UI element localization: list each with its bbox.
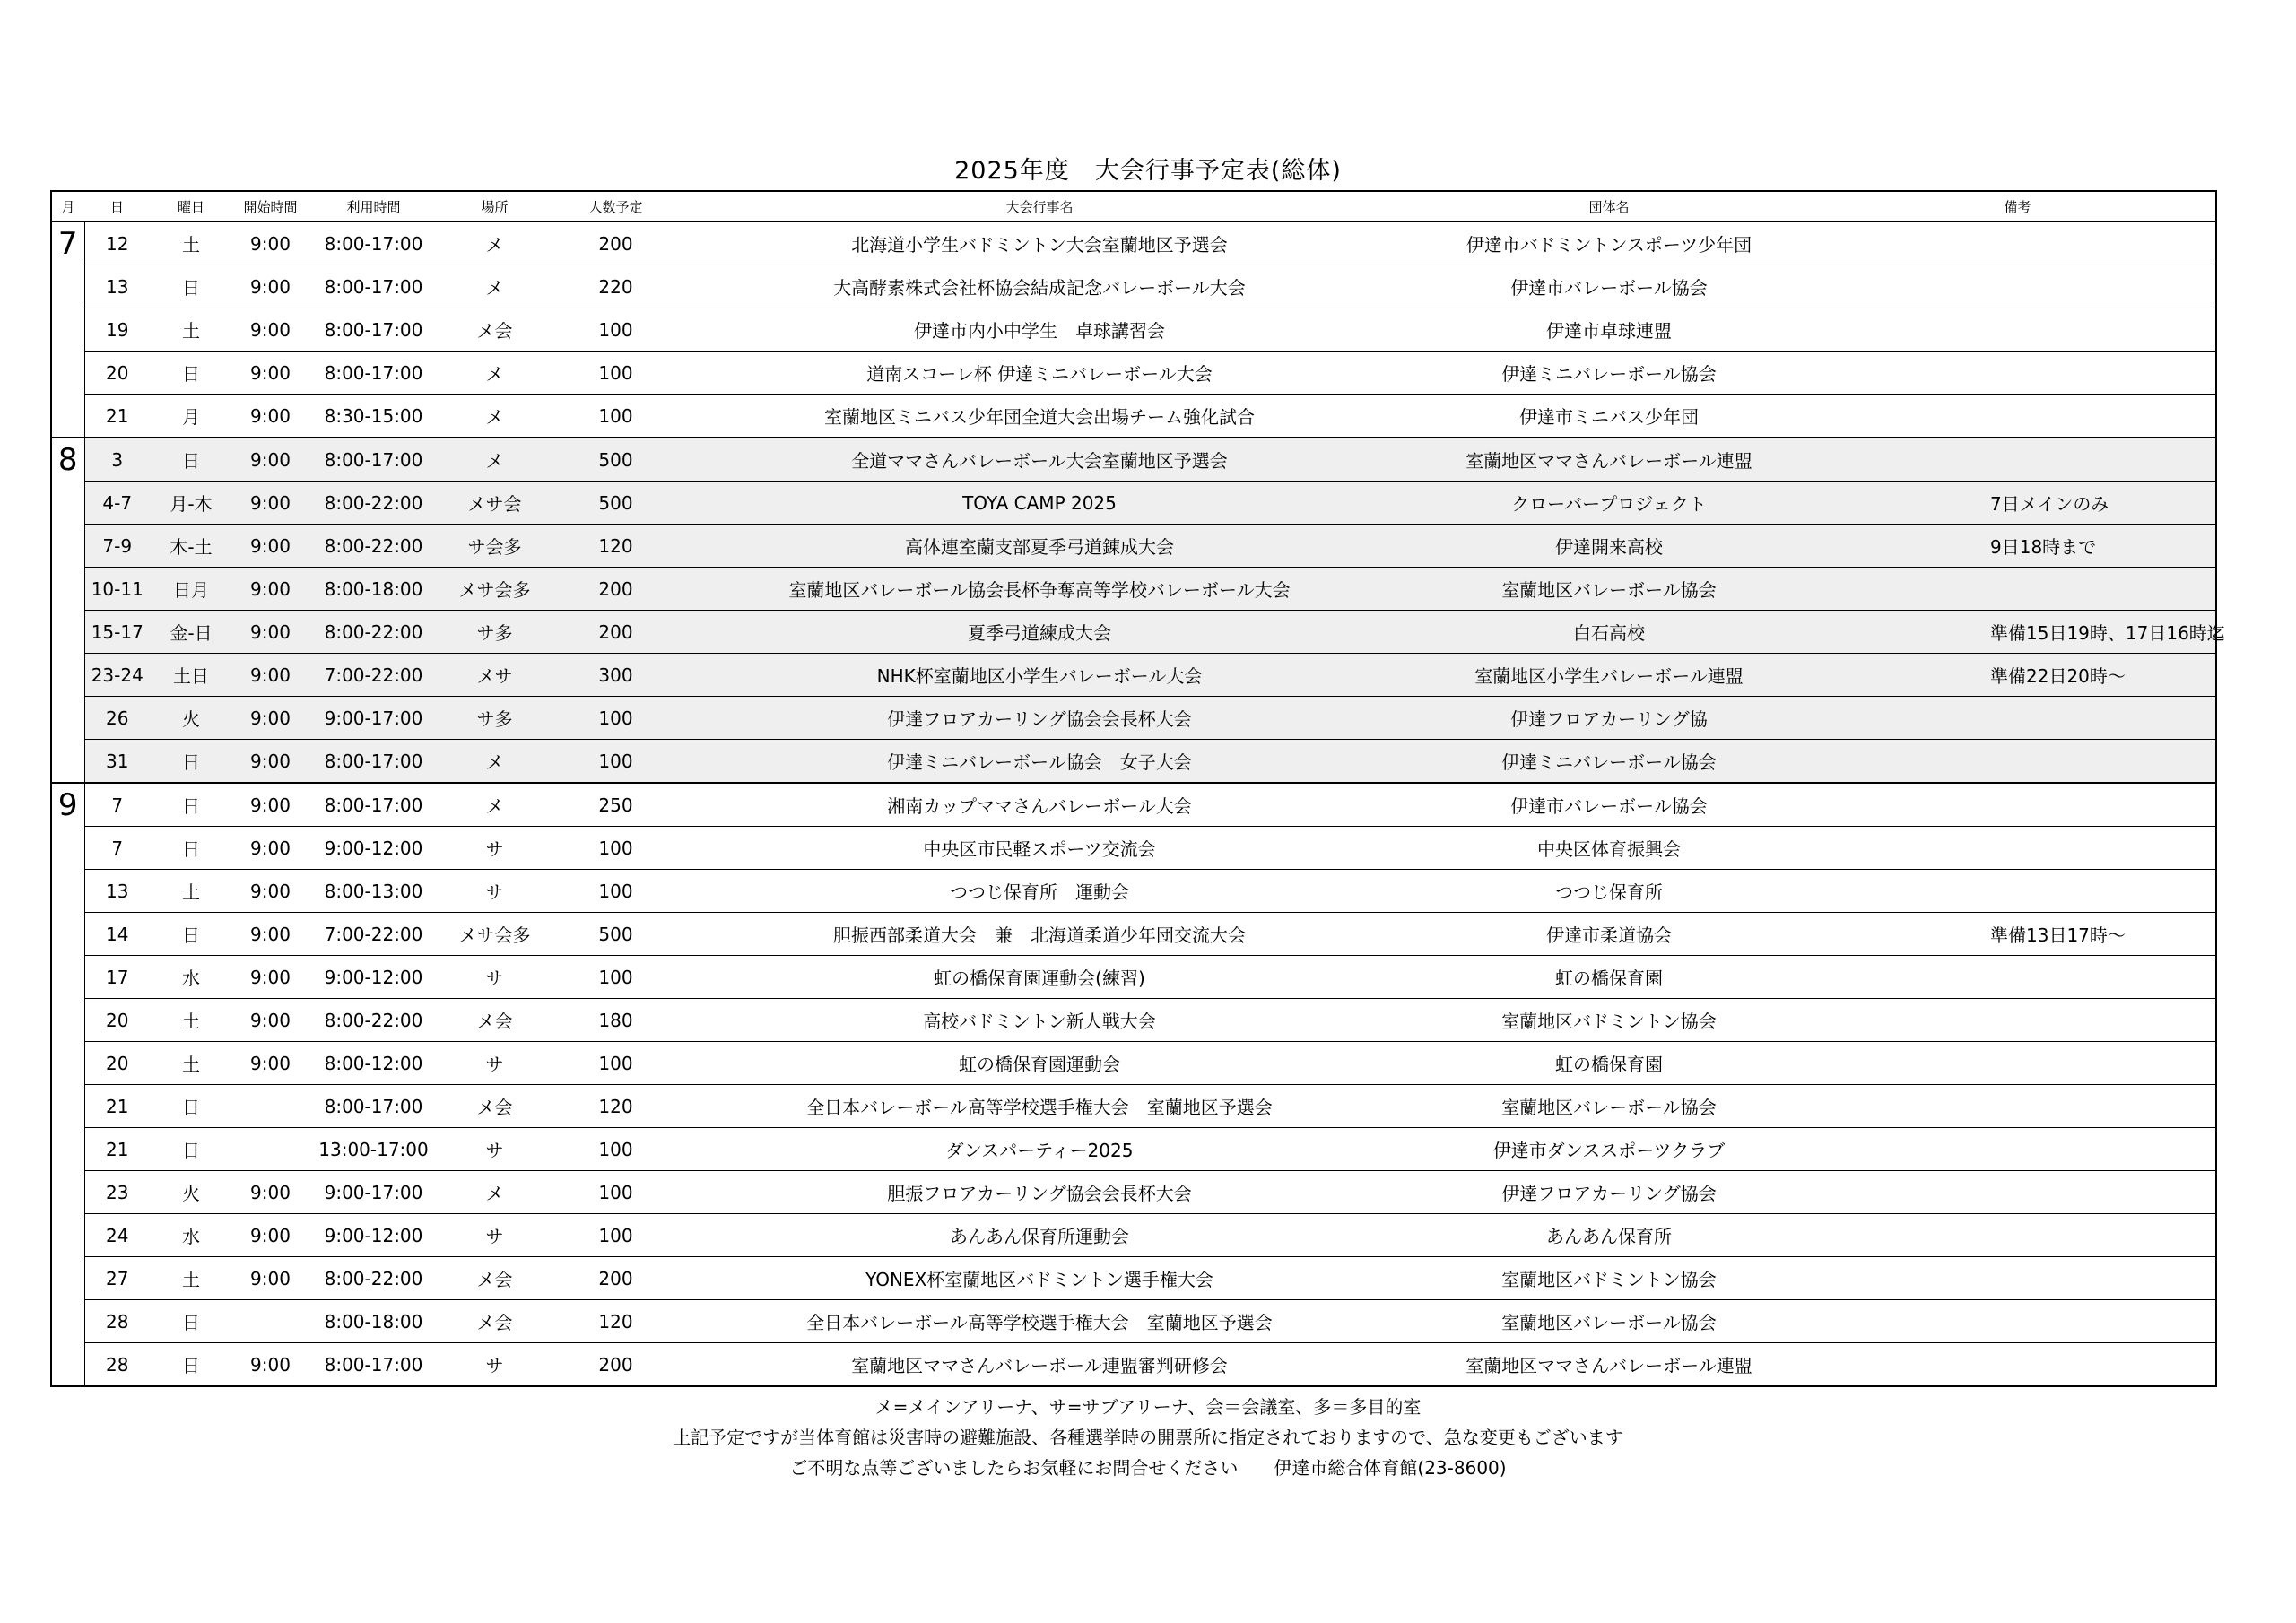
day-cell: 15-17 — [84, 611, 150, 654]
start-time-cell: 9:00 — [232, 870, 309, 913]
schedule-table — [50, 190, 2225, 1387]
venue-cell: メ会 — [439, 1085, 551, 1128]
venue-cell: メサ会 — [439, 482, 551, 525]
start-time-cell: 9:00 — [232, 1171, 309, 1214]
weekday-cell: 日 — [150, 740, 232, 784]
table-row — [51, 525, 2216, 568]
notes-cell — [1820, 1214, 2216, 1257]
event-name-cell: 全日本バレーボール高等学校選手権大会 室蘭地区予選会 — [681, 1300, 1398, 1343]
usage-hours-cell: 9:00-12:00 — [309, 827, 439, 870]
start-time-cell: 9:00 — [232, 654, 309, 697]
start-time-cell: 9:00 — [232, 308, 309, 352]
day-cell: 21 — [84, 395, 150, 438]
month-cell: 7 — [51, 221, 84, 438]
day-cell: 28 — [84, 1343, 150, 1387]
event-name-cell: 伊達フロアカーリング協会会長杯大会 — [681, 697, 1398, 740]
venue-cell: メ — [439, 438, 551, 482]
table-row — [51, 1171, 2216, 1214]
attendance-cell: 100 — [551, 1171, 681, 1214]
table-row — [51, 395, 2216, 438]
header-attendance: 人数予定 — [551, 191, 681, 221]
event-name-cell: 高校バドミントン新人戦大会 — [681, 999, 1398, 1042]
month-cell: 9 — [51, 783, 84, 1386]
table-row — [51, 870, 2216, 913]
attendance-cell: 100 — [551, 740, 681, 784]
venue-cell: メ — [439, 265, 551, 308]
organizer-cell: 伊達フロアカーリング協 — [1398, 697, 1820, 740]
weekday-cell: 日 — [150, 1085, 232, 1128]
weekday-cell: 月 — [150, 395, 232, 438]
venue-cell: サ — [439, 1214, 551, 1257]
organizer-cell: 室蘭地区バレーボール協会 — [1398, 568, 1820, 611]
day-cell: 23-24 — [84, 654, 150, 697]
table-row — [51, 308, 2216, 352]
event-name-cell: 夏季弓道練成大会 — [681, 611, 1398, 654]
notes-cell — [1820, 1343, 2216, 1387]
table-row — [51, 611, 2216, 654]
usage-hours-cell: 9:00-17:00 — [309, 1171, 439, 1214]
venue-cell: メ会 — [439, 1300, 551, 1343]
table-row — [51, 352, 2216, 395]
attendance-cell: 220 — [551, 265, 681, 308]
attendance-cell: 200 — [551, 568, 681, 611]
day-cell: 21 — [84, 1128, 150, 1171]
organizer-cell: 虹の橋保育園 — [1398, 1042, 1820, 1085]
attendance-cell: 100 — [551, 395, 681, 438]
day-cell: 20 — [84, 999, 150, 1042]
organizer-cell: 伊達市バレーボール協会 — [1398, 265, 1820, 308]
venue-cell: メサ会多 — [439, 913, 551, 956]
organizer-cell: あんあん保育所 — [1398, 1214, 1820, 1257]
table-row — [51, 1214, 2216, 1257]
attendance-cell: 200 — [551, 611, 681, 654]
notes-cell — [1820, 1257, 2216, 1300]
table-row — [51, 482, 2216, 525]
event-name-cell: 高体連室蘭支部夏季弓道錬成大会 — [681, 525, 1398, 568]
start-time-cell — [232, 1085, 309, 1128]
venue-cell: サ多 — [439, 697, 551, 740]
notes-cell — [1820, 395, 2216, 438]
weekday-cell: 土 — [150, 870, 232, 913]
notes-cell: 9日18時まで — [1820, 525, 2216, 568]
notes-cell: 準備13日17時～ — [1820, 913, 2216, 956]
organizer-cell: つつじ保育所 — [1398, 870, 1820, 913]
start-time-cell: 9:00 — [232, 568, 309, 611]
event-name-cell: 大高酵素株式会社杯協会結成記念バレーボール大会 — [681, 265, 1398, 308]
attendance-cell: 500 — [551, 482, 681, 525]
organizer-cell: 伊達市ダンススポーツクラブ — [1398, 1128, 1820, 1171]
venue-cell: メサ — [439, 654, 551, 697]
day-cell: 19 — [84, 308, 150, 352]
attendance-cell: 500 — [551, 913, 681, 956]
weekday-cell: 日月 — [150, 568, 232, 611]
organizer-cell: 室蘭地区バドミントン協会 — [1398, 1257, 1820, 1300]
table-row — [51, 654, 2216, 697]
start-time-cell: 9:00 — [232, 827, 309, 870]
usage-hours-cell: 8:00-17:00 — [309, 1343, 439, 1387]
start-time-cell: 9:00 — [232, 1343, 309, 1387]
usage-hours-cell: 8:00-22:00 — [309, 482, 439, 525]
footnotes — [0, 1392, 2296, 1483]
usage-hours-cell: 7:00-22:00 — [309, 654, 439, 697]
notes-cell — [1820, 697, 2216, 740]
attendance-cell: 250 — [551, 783, 681, 827]
usage-hours-cell: 9:00-12:00 — [309, 1214, 439, 1257]
day-cell: 7 — [84, 827, 150, 870]
weekday-cell: 金-日 — [150, 611, 232, 654]
table-row — [51, 1085, 2216, 1128]
start-time-cell: 9:00 — [232, 482, 309, 525]
organizer-cell: 伊達フロアカーリング協会 — [1398, 1171, 1820, 1214]
usage-hours-cell: 8:30-15:00 — [309, 395, 439, 438]
venue-cell: メ — [439, 352, 551, 395]
month-cell: 8 — [51, 438, 84, 783]
attendance-cell: 100 — [551, 1042, 681, 1085]
organizer-cell: 伊達開来高校 — [1398, 525, 1820, 568]
header-day: 日 — [84, 191, 150, 221]
table-row — [51, 1300, 2216, 1343]
table-row — [51, 913, 2216, 956]
organizer-cell: 虹の橋保育園 — [1398, 956, 1820, 999]
start-time-cell: 9:00 — [232, 352, 309, 395]
table-row — [51, 740, 2216, 784]
notes-cell — [1820, 1128, 2216, 1171]
usage-hours-cell: 8:00-22:00 — [309, 1257, 439, 1300]
organizer-cell: 中央区体育振興会 — [1398, 827, 1820, 870]
venue-cell: メ会 — [439, 308, 551, 352]
table-row — [51, 697, 2216, 740]
attendance-cell: 100 — [551, 956, 681, 999]
event-name-cell: TOYA CAMP 2025 — [681, 482, 1398, 525]
table-row — [51, 1042, 2216, 1085]
day-cell: 4-7 — [84, 482, 150, 525]
table-row — [51, 1257, 2216, 1300]
header-organizer: 団体名 — [1398, 191, 1820, 221]
day-cell: 24 — [84, 1214, 150, 1257]
weekday-cell: 日 — [150, 438, 232, 482]
notes-cell: 7日メインのみ — [1820, 482, 2216, 525]
usage-hours-cell: 13:00-17:00 — [309, 1128, 439, 1171]
weekday-cell: 土 — [150, 308, 232, 352]
organizer-cell: 室蘭地区小学生バレーボール連盟 — [1398, 654, 1820, 697]
day-cell: 7-9 — [84, 525, 150, 568]
notes-cell — [1820, 438, 2216, 482]
attendance-cell: 180 — [551, 999, 681, 1042]
start-time-cell: 9:00 — [232, 221, 309, 265]
organizer-cell: 伊達市ミニバス少年団 — [1398, 395, 1820, 438]
attendance-cell: 200 — [551, 221, 681, 265]
start-time-cell: 9:00 — [232, 1257, 309, 1300]
venue-cell: メ — [439, 740, 551, 784]
organizer-cell: 伊達市卓球連盟 — [1398, 308, 1820, 352]
usage-hours-cell: 8:00-17:00 — [309, 438, 439, 482]
usage-hours-cell: 8:00-12:00 — [309, 1042, 439, 1085]
start-time-cell: 9:00 — [232, 740, 309, 784]
weekday-cell: 日 — [150, 913, 232, 956]
weekday-cell: 日 — [150, 1300, 232, 1343]
notes-cell — [1820, 827, 2216, 870]
venue-cell: メ会 — [439, 999, 551, 1042]
organizer-cell: 室蘭地区バドミントン協会 — [1398, 999, 1820, 1042]
organizer-cell: 室蘭地区バレーボール協会 — [1398, 1300, 1820, 1343]
notes-cell: 準備15日19時、17日16時迄 — [1820, 611, 2216, 654]
usage-hours-cell: 8:00-22:00 — [309, 525, 439, 568]
notes-cell — [1820, 308, 2216, 352]
event-name-cell: 北海道小学生バドミントン大会室蘭地区予選会 — [681, 221, 1398, 265]
weekday-cell: 水 — [150, 956, 232, 999]
venue-cell: メ — [439, 783, 551, 827]
header-usage-hours: 利用時間 — [309, 191, 439, 221]
attendance-cell: 300 — [551, 654, 681, 697]
weekday-cell: 土 — [150, 999, 232, 1042]
weekday-cell: 土 — [150, 1042, 232, 1085]
weekday-cell: 日 — [150, 1343, 232, 1387]
day-cell: 26 — [84, 697, 150, 740]
organizer-cell: 白石高校 — [1398, 611, 1820, 654]
weekday-cell: 日 — [150, 827, 232, 870]
day-cell: 27 — [84, 1257, 150, 1300]
weekday-cell: 土 — [150, 221, 232, 265]
header-notes: 備考 — [1820, 191, 2216, 221]
day-cell: 20 — [84, 1042, 150, 1085]
weekday-cell: 日 — [150, 783, 232, 827]
table-row — [51, 568, 2216, 611]
organizer-cell: クローバープロジェクト — [1398, 482, 1820, 525]
notes-cell — [1820, 221, 2216, 265]
start-time-cell — [232, 1300, 309, 1343]
header-event-name: 大会行事名 — [681, 191, 1398, 221]
venue-legend: メ=メインアリーナ、サ=サブアリーナ、会＝会議室、多＝多目的室 — [874, 1396, 1422, 1418]
weekday-cell: 火 — [150, 1171, 232, 1214]
usage-hours-cell: 9:00-12:00 — [309, 956, 439, 999]
attendance-cell: 100 — [551, 870, 681, 913]
day-cell: 28 — [84, 1300, 150, 1343]
day-cell: 17 — [84, 956, 150, 999]
venue-cell: メサ会多 — [439, 568, 551, 611]
day-cell: 23 — [84, 1171, 150, 1214]
event-name-cell: 伊達ミニバレーボール協会 女子大会 — [681, 740, 1398, 784]
event-name-cell: 道南スコーレ杯 伊達ミニバレーボール大会 — [681, 352, 1398, 395]
notes-cell — [1820, 568, 2216, 611]
start-time-cell: 9:00 — [232, 956, 309, 999]
start-time-cell — [232, 1128, 309, 1171]
day-cell: 7 — [84, 783, 150, 827]
table-row — [51, 783, 2216, 827]
header-venue: 場所 — [439, 191, 551, 221]
weekday-cell: 水 — [150, 1214, 232, 1257]
table-row — [51, 265, 2216, 308]
attendance-cell: 500 — [551, 438, 681, 482]
start-time-cell: 9:00 — [232, 999, 309, 1042]
header-weekday: 曜日 — [150, 191, 232, 221]
day-cell: 13 — [84, 265, 150, 308]
attendance-cell: 100 — [551, 697, 681, 740]
day-cell: 12 — [84, 221, 150, 265]
table-row — [51, 999, 2216, 1042]
day-cell: 20 — [84, 352, 150, 395]
notes-cell — [1820, 1085, 2216, 1128]
organizer-cell: 伊達ミニバレーボール協会 — [1398, 740, 1820, 784]
usage-hours-cell: 8:00-22:00 — [309, 999, 439, 1042]
venue-cell: サ — [439, 1128, 551, 1171]
start-time-cell: 9:00 — [232, 265, 309, 308]
event-name-cell: 胆振フロアカーリング協会会長杯大会 — [681, 1171, 1398, 1214]
event-name-cell: 虹の橋保育園運動会(練習) — [681, 956, 1398, 999]
day-cell: 14 — [84, 913, 150, 956]
table-row — [51, 438, 2216, 482]
usage-hours-cell: 8:00-22:00 — [309, 611, 439, 654]
event-name-cell: 室蘭地区バレーボール協会長杯争奪高等学校バレーボール大会 — [681, 568, 1398, 611]
usage-hours-cell: 7:00-22:00 — [309, 913, 439, 956]
day-cell: 10-11 — [84, 568, 150, 611]
attendance-cell: 100 — [551, 1214, 681, 1257]
notes-cell — [1820, 740, 2216, 784]
organizer-cell: 室蘭地区ママさんバレーボール連盟 — [1398, 438, 1820, 482]
header-month: 月 — [51, 191, 84, 221]
table-row — [51, 827, 2216, 870]
weekday-cell: 火 — [150, 697, 232, 740]
schedule-body — [51, 221, 2225, 1386]
usage-hours-cell: 8:00-17:00 — [309, 308, 439, 352]
event-name-cell: 虹の橋保育園運動会 — [681, 1042, 1398, 1085]
notes-cell — [1820, 265, 2216, 308]
usage-hours-cell: 8:00-18:00 — [309, 1300, 439, 1343]
event-name-cell: 室蘭地区ミニバス少年団全道大会出場チーム強化試合 — [681, 395, 1398, 438]
organizer-cell: 室蘭地区バレーボール協会 — [1398, 1085, 1820, 1128]
usage-hours-cell: 8:00-18:00 — [309, 568, 439, 611]
event-name-cell: NHK杯室蘭地区小学生バレーボール大会 — [681, 654, 1398, 697]
usage-hours-cell: 8:00-17:00 — [309, 265, 439, 308]
event-name-cell: ダンスパーティー2025 — [681, 1128, 1398, 1171]
event-name-cell: 全日本バレーボール高等学校選手権大会 室蘭地区予選会 — [681, 1085, 1398, 1128]
start-time-cell: 9:00 — [232, 913, 309, 956]
day-cell: 3 — [84, 438, 150, 482]
attendance-cell: 120 — [551, 525, 681, 568]
start-time-cell: 9:00 — [232, 1042, 309, 1085]
attendance-cell: 120 — [551, 1300, 681, 1343]
weekday-cell: 日 — [150, 1128, 232, 1171]
event-name-cell: 室蘭地区ママさんバレーボール連盟審判研修会 — [681, 1343, 1398, 1387]
event-name-cell: つつじ保育所 運動会 — [681, 870, 1398, 913]
table-row — [51, 1128, 2216, 1171]
usage-hours-cell: 8:00-17:00 — [309, 740, 439, 784]
organizer-cell: 室蘭地区ママさんバレーボール連盟 — [1398, 1343, 1820, 1387]
venue-cell: メ会 — [439, 1257, 551, 1300]
table-row — [51, 956, 2216, 999]
start-time-cell: 9:00 — [232, 783, 309, 827]
page-title: 2025年度 大会行事予定表(総体) — [954, 157, 1342, 185]
notes-cell: 準備22日20時～ — [1820, 654, 2216, 697]
organizer-cell: 伊達市バレーボール協会 — [1398, 783, 1820, 827]
organizer-cell: 伊達市バドミントンスポーツ少年団 — [1398, 221, 1820, 265]
organizer-cell: 伊達ミニバレーボール協会 — [1398, 352, 1820, 395]
weekday-cell: 土日 — [150, 654, 232, 697]
notes-cell — [1820, 1300, 2216, 1343]
notes-cell — [1820, 352, 2216, 395]
weekday-cell: 木-土 — [150, 525, 232, 568]
start-time-cell: 9:00 — [232, 1214, 309, 1257]
notes-cell — [1820, 1171, 2216, 1214]
venue-cell: サ多 — [439, 611, 551, 654]
event-name-cell: 中央区市民軽スポーツ交流会 — [681, 827, 1398, 870]
venue-cell: メ — [439, 395, 551, 438]
attendance-cell: 200 — [551, 1343, 681, 1387]
usage-hours-cell: 8:00-17:00 — [309, 1085, 439, 1128]
weekday-cell: 日 — [150, 352, 232, 395]
event-name-cell: 湘南カップママさんバレーボール大会 — [681, 783, 1398, 827]
notes-cell — [1820, 870, 2216, 913]
day-cell: 21 — [84, 1085, 150, 1128]
notes-cell — [1820, 1042, 2216, 1085]
event-name-cell: あんあん保育所運動会 — [681, 1214, 1398, 1257]
weekday-cell: 土 — [150, 1257, 232, 1300]
venue-cell: サ会多 — [439, 525, 551, 568]
notes-cell — [1820, 783, 2216, 827]
usage-hours-cell: 8:00-13:00 — [309, 870, 439, 913]
usage-hours-cell: 8:00-17:00 — [309, 783, 439, 827]
change-notice: 上記予定ですが当体育館は災害時の避難施設、各種選挙時の開票所に指定されておりますので、急な変更もございます — [673, 1427, 1623, 1448]
start-time-cell: 9:00 — [232, 438, 309, 482]
attendance-cell: 100 — [551, 827, 681, 870]
attendance-cell: 100 — [551, 352, 681, 395]
venue-cell: サ — [439, 956, 551, 999]
table-row — [51, 221, 2216, 265]
venue-cell: サ — [439, 827, 551, 870]
attendance-cell: 100 — [551, 1128, 681, 1171]
usage-hours-cell: 9:00-17:00 — [309, 697, 439, 740]
notes-cell — [1820, 956, 2216, 999]
venue-cell: メ — [439, 1171, 551, 1214]
venue-cell: サ — [439, 1343, 551, 1387]
contact-info: ご不明な点等ございましたらお気軽にお問合せください 伊達市総合体育館(23-8600) — [789, 1457, 1507, 1479]
start-time-cell: 9:00 — [232, 525, 309, 568]
event-name-cell: YONEX杯室蘭地区バドミントン選手権大会 — [681, 1257, 1398, 1300]
event-name-cell: 全道ママさんバレーボール大会室蘭地区予選会 — [681, 438, 1398, 482]
start-time-cell: 9:00 — [232, 395, 309, 438]
start-time-cell: 9:00 — [232, 611, 309, 654]
usage-hours-cell: 8:00-17:00 — [309, 352, 439, 395]
event-name-cell: 伊達市内小中学生 卓球講習会 — [681, 308, 1398, 352]
table-row — [51, 1343, 2216, 1387]
day-cell: 31 — [84, 740, 150, 784]
venue-cell: サ — [439, 870, 551, 913]
attendance-cell: 120 — [551, 1085, 681, 1128]
weekday-cell: 日 — [150, 265, 232, 308]
venue-cell: メ — [439, 221, 551, 265]
day-cell: 13 — [84, 870, 150, 913]
notes-cell — [1820, 999, 2216, 1042]
event-name-cell: 胆振西部柔道大会 兼 北海道柔道少年団交流大会 — [681, 913, 1398, 956]
header-row — [51, 191, 2216, 221]
venue-cell: サ — [439, 1042, 551, 1085]
attendance-cell: 200 — [551, 1257, 681, 1300]
usage-hours-cell: 8:00-17:00 — [309, 221, 439, 265]
start-time-cell: 9:00 — [232, 697, 309, 740]
weekday-cell: 月-木 — [150, 482, 232, 525]
organizer-cell: 伊達市柔道協会 — [1398, 913, 1820, 956]
header-start-time: 開始時間 — [232, 191, 309, 221]
attendance-cell: 100 — [551, 308, 681, 352]
